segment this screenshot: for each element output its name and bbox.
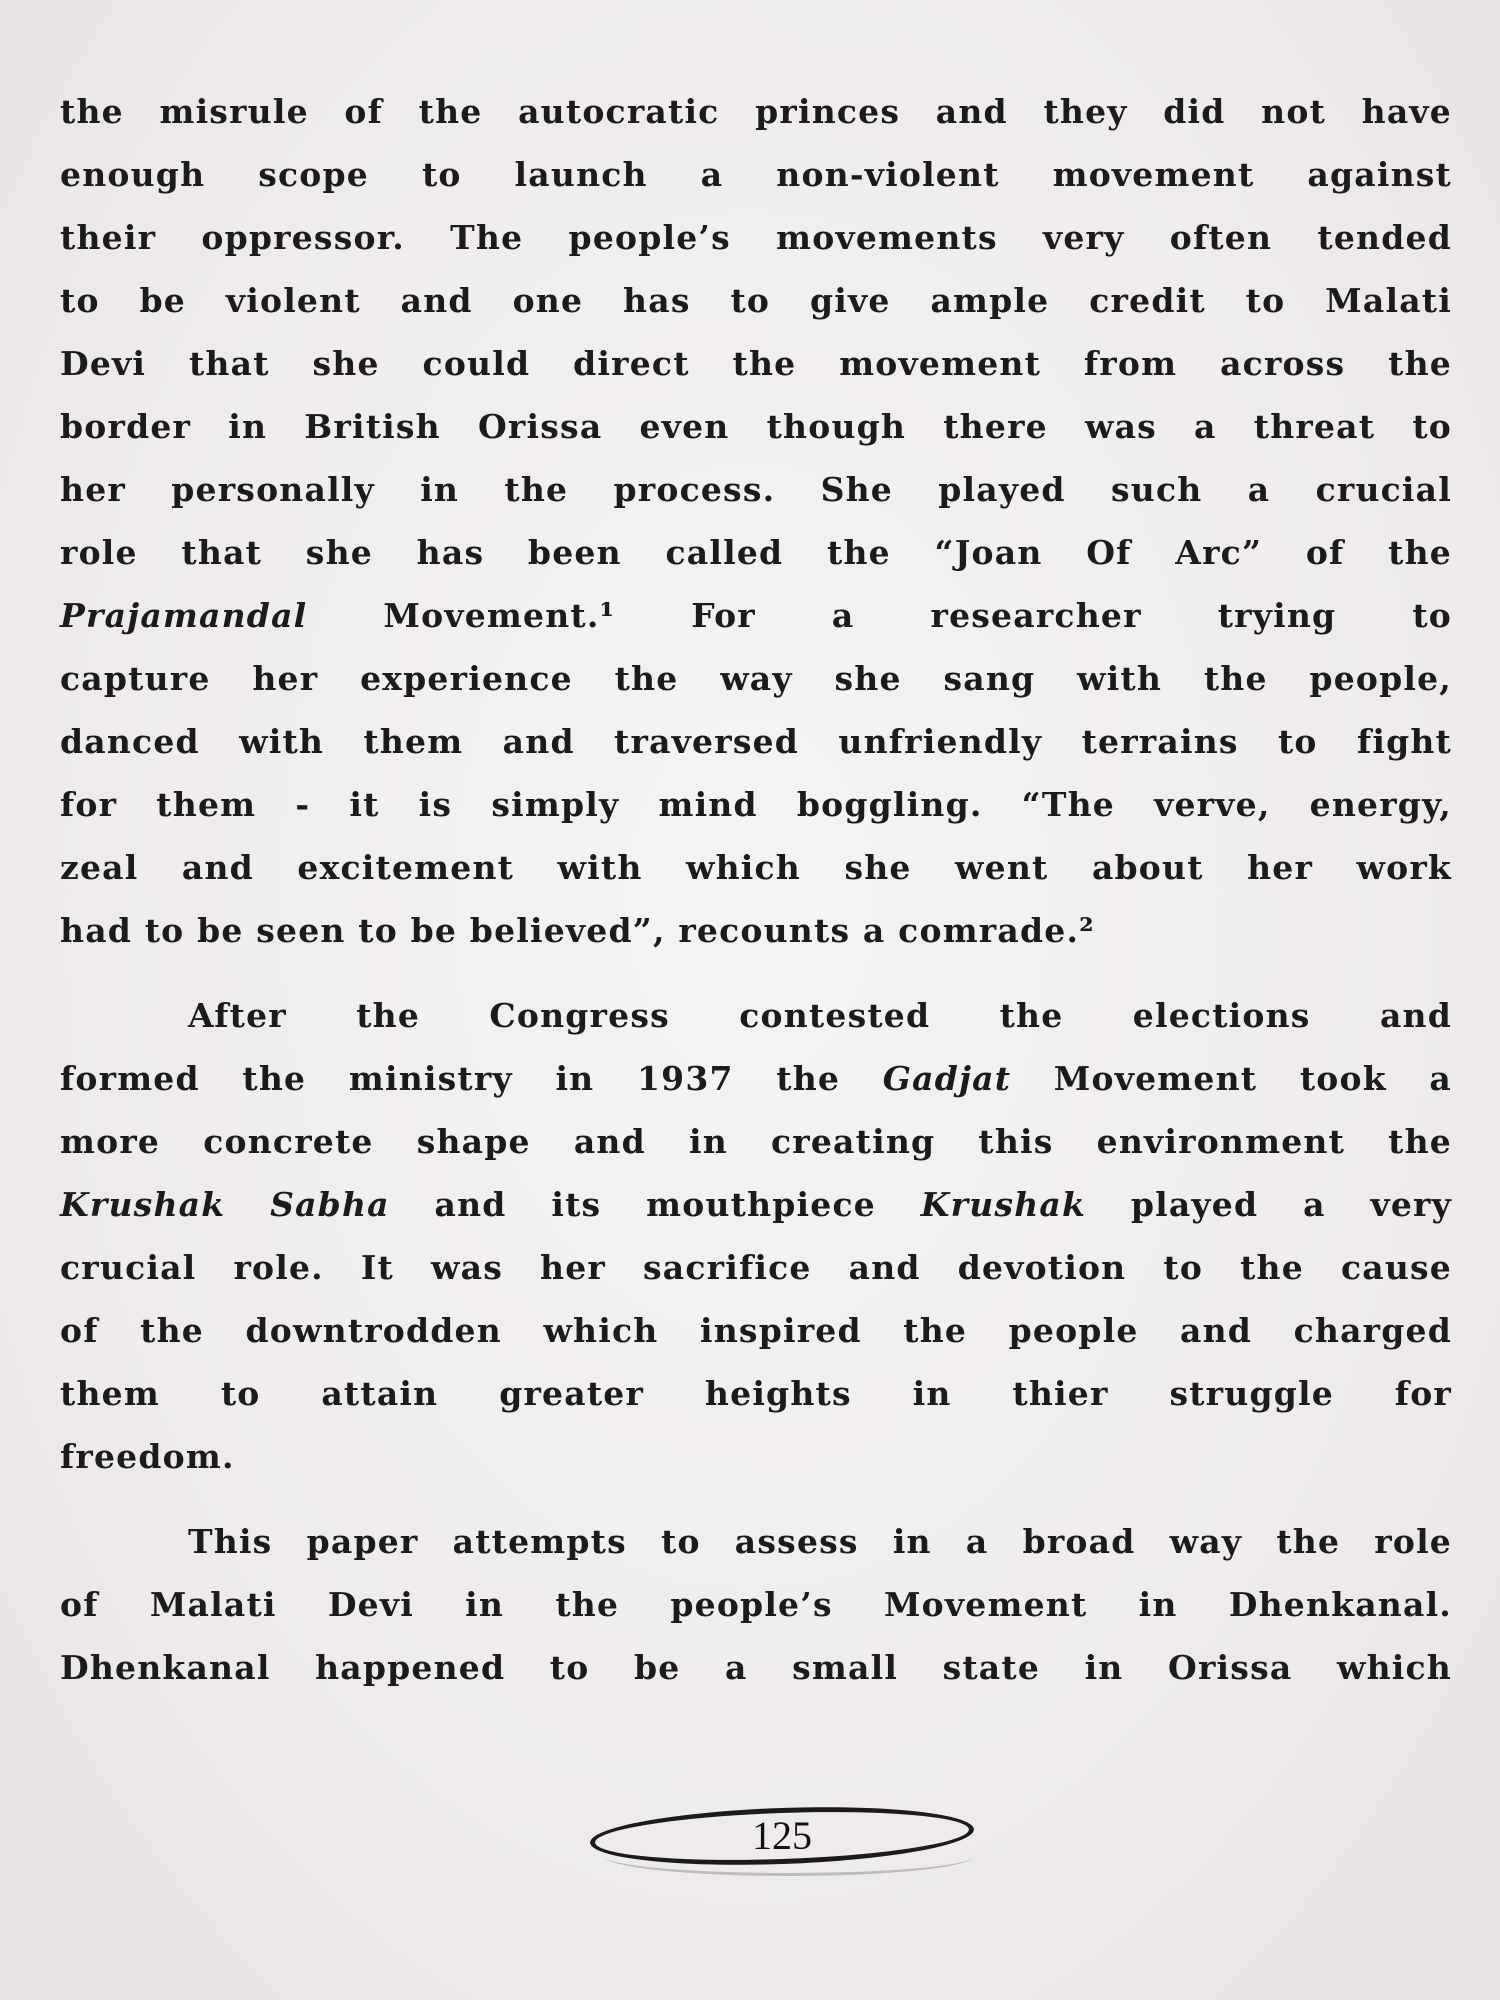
text-line: Dhenkanal happened to be a small state in Orissa which: [60, 1648, 1452, 1687]
text-line: This paper attempts to assess in a broad way the role: [188, 1522, 1452, 1561]
page-number: 125: [752, 1813, 812, 1858]
text-line: them to attain greater heights in thier struggle for: [60, 1374, 1452, 1413]
text-line: of Malati Devi in the people’s Movement in Dhenkanal.: [60, 1585, 1452, 1624]
text-line: role that she has been called the “Joan Of Arc” of the: [60, 533, 1452, 572]
page-footer: [590, 1800, 980, 1870]
body-text: [60, 80, 1452, 1699]
text-line: [60, 584, 1452, 647]
italic-term: Gadjat: [882, 1059, 1012, 1098]
text-line: crucial role. It was her sacrifice and devotion to the cause: [60, 1248, 1452, 1287]
text-span: Movement took a: [1011, 1059, 1452, 1098]
text-line: enough scope to launch a non-violent movement against: [60, 155, 1452, 194]
text-line: freedom.: [60, 1437, 235, 1476]
text-line: After the Congress contested the elections and: [188, 996, 1452, 1035]
paragraph-1: [60, 80, 1452, 962]
text-line: more concrete shape and in creating this environment the: [60, 1122, 1452, 1161]
italic-term: Krushak Sabha: [60, 1185, 390, 1224]
text-line: capture her experience the way she sang with the people,: [60, 659, 1452, 698]
text-line: their oppressor. The people’s movements very often tended: [60, 218, 1452, 257]
text-line: to be violent and one has to give ample credit to Malati: [60, 281, 1452, 320]
paragraph-3: [60, 1510, 1452, 1699]
text-line: danced with them and traversed unfriendly terrains to fight: [60, 722, 1452, 761]
text-line: the misrule of the autocratic princes and they did not have: [60, 92, 1452, 131]
text-line: border in British Orissa even though there was a threat to: [60, 407, 1452, 446]
text-span: formed the ministry in 1937 the: [60, 1059, 883, 1098]
text-line: zeal and excitement with which she went about her work: [60, 848, 1452, 887]
text-line: [60, 1173, 1452, 1236]
text-line: of the downtrodden which inspired the people and charged: [60, 1311, 1452, 1350]
text-line: for them - it is simply mind boggling. “The verve, energy,: [60, 785, 1452, 824]
text-span: played a very: [1086, 1185, 1452, 1224]
text-span: Movement.¹ For a researcher trying to: [307, 596, 1452, 635]
italic-term: Krushak: [920, 1185, 1087, 1224]
text-line: [60, 1047, 1452, 1110]
text-span: and its mouthpiece: [389, 1185, 921, 1224]
text-line: Devi that she could direct the movement from across the: [60, 344, 1452, 383]
text-line: had to be seen to be believed”, recounts a comrade.²: [60, 911, 1095, 950]
paragraph-2: [60, 984, 1452, 1488]
italic-term: Prajamandal: [60, 596, 308, 635]
text-line: her personally in the process. She played such a crucial: [60, 470, 1452, 509]
